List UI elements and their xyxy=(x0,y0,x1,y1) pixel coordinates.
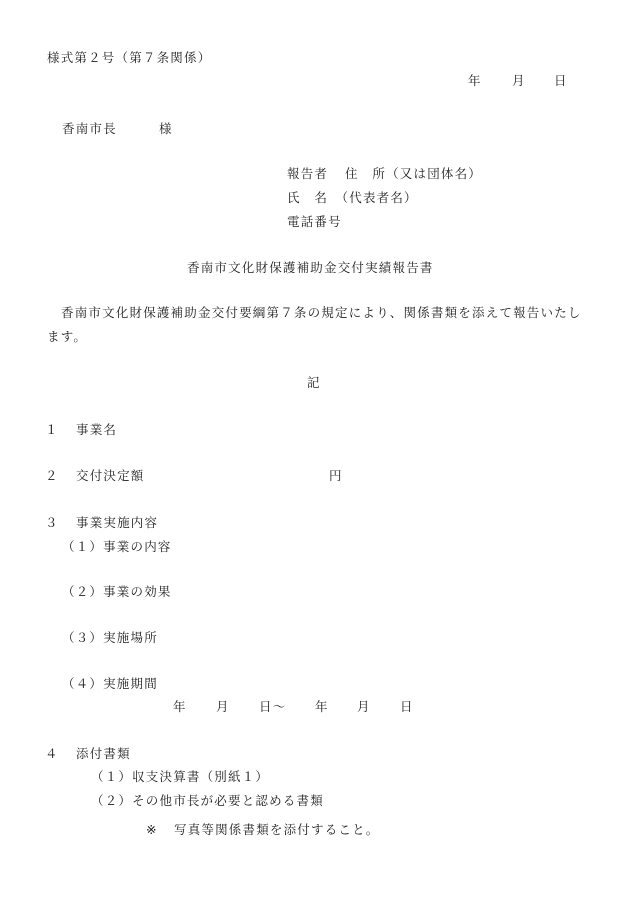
period-end-year: 年 xyxy=(315,699,329,714)
note-mark: ※ xyxy=(146,822,158,837)
period-start-year: 年 xyxy=(173,699,187,714)
reporter-name: 氏 名 （代表者名） xyxy=(287,190,418,205)
item-2-unit: 円 xyxy=(329,468,343,483)
item-3-sub-3: （３）実施場所 xyxy=(62,630,158,645)
document-title: 香南市文化財保護補助金交付実績報告書 xyxy=(187,260,434,275)
date-month-label: 月 xyxy=(512,73,526,88)
ki-label: 記 xyxy=(307,375,321,390)
item-3-number: ３ xyxy=(45,515,59,530)
date-year-label: 年 xyxy=(468,73,482,88)
body-paragraph: 香南市文化財保護補助金交付要綱第７条の規定により、関係書類を添えて報告いたします。 xyxy=(47,305,582,344)
item-4-label: 添付書類 xyxy=(76,746,131,761)
item-4-number: ４ xyxy=(45,746,59,761)
date-day-label: 日 xyxy=(554,73,568,88)
period-start-day: 日～ xyxy=(259,699,287,714)
note-text: 写真等関係書類を添付すること。 xyxy=(174,822,380,837)
item-4-sub-2: （２）その他市長が必要と認める書類 xyxy=(91,793,324,808)
reporter-address: 住 所（又は団体名） xyxy=(345,166,483,181)
item-4-sub-1: （１）収支決算書（別紙１） xyxy=(91,769,270,784)
item-3-sub-2: （２）事業の効果 xyxy=(62,584,172,599)
reporter-label: 報告者 xyxy=(287,166,329,181)
period-end-day: 日 xyxy=(400,699,414,714)
addressee-honorific: 様 xyxy=(159,121,173,136)
item-3-sub-4: （４）実施期間 xyxy=(62,676,158,691)
period-end-month: 月 xyxy=(357,699,371,714)
period-start-month: 月 xyxy=(216,699,230,714)
reporter-phone: 電話番号 xyxy=(287,214,342,229)
item-2-number: ２ xyxy=(45,468,59,483)
item-1-label: 事業名 xyxy=(76,422,118,437)
item-1-number: １ xyxy=(45,422,59,437)
item-3-sub-1: （１）事業の内容 xyxy=(62,539,172,554)
form-number: 様式第２号（第７条関係） xyxy=(47,50,212,65)
item-2-label: 交付決定額 xyxy=(76,468,145,483)
addressee-name: 香南市長 xyxy=(62,121,117,136)
item-3-label: 事業実施内容 xyxy=(76,515,159,530)
